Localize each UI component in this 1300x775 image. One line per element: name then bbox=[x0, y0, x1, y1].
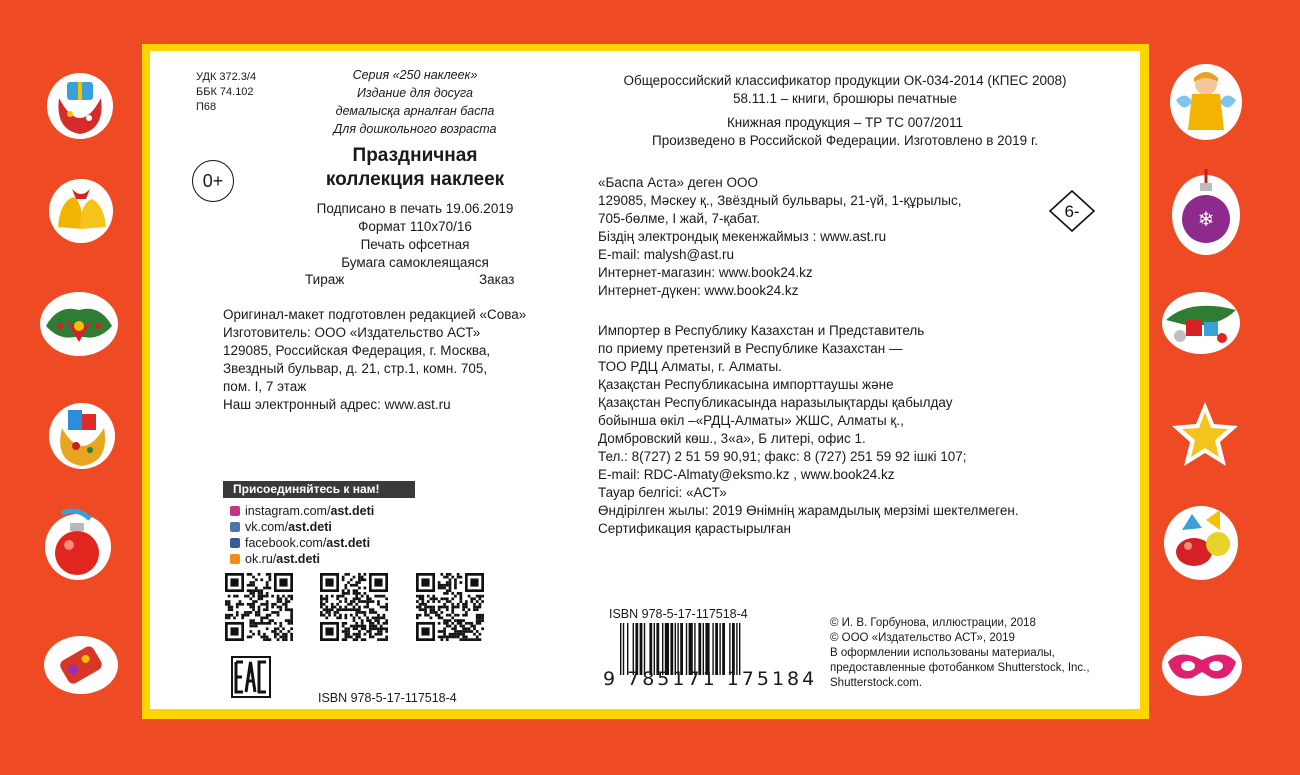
importer-line: Өндірілген жылы: 2019 Өнімнің жарамдылық мерзімі шектелмеген. bbox=[598, 503, 1019, 518]
social-prefix: instagram.com/ bbox=[245, 504, 331, 518]
print-paper: Бумага самоклеящаяся bbox=[341, 255, 489, 270]
qr-code[interactable] bbox=[416, 573, 484, 641]
classifier-line: 58.11.1 – книги, брошюры печатные bbox=[732, 91, 958, 106]
kz-publisher-block bbox=[598, 174, 961, 300]
gift-bag-sticker bbox=[45, 68, 115, 140]
gifts-branch-sticker bbox=[1160, 290, 1242, 356]
publisher-line: Оригинал-макет подготовлен редакцией «Сова» bbox=[223, 307, 527, 322]
isbn-left: ISBN 978-5-17-117518-4 bbox=[318, 691, 457, 705]
publisher-line: пом. I, 7 этаж bbox=[223, 379, 307, 394]
social-handle: ast.deti bbox=[326, 536, 371, 550]
product-block bbox=[575, 114, 1115, 150]
importer-block bbox=[598, 322, 1019, 538]
social-handle: ast.deti bbox=[330, 504, 375, 518]
social-link-ok[interactable] bbox=[230, 551, 374, 567]
kz-line: 129085, Мәскеу қ., Звёздный бульвары, 21-үй, 1-құрылыс, bbox=[598, 193, 962, 208]
age-kz-text: 6- bbox=[1064, 202, 1080, 221]
print-format: Формат 110х70/16 bbox=[358, 219, 472, 234]
red-bauble-sticker bbox=[40, 505, 116, 581]
publisher-line: Наш электронный адрес: www.ast.ru bbox=[223, 397, 451, 412]
age-rating-badge: 0+ bbox=[192, 160, 234, 202]
social-links bbox=[230, 503, 374, 567]
instagram-icon bbox=[230, 506, 240, 516]
publisher-line: Звездный бульвар, д. 21, стр.1, комн. 705, bbox=[223, 361, 488, 376]
title-line: коллекция наклеек bbox=[325, 169, 505, 190]
social-link-facebook[interactable] bbox=[230, 535, 374, 551]
join-us-banner: Присоединяйтесь к нам! bbox=[223, 481, 415, 498]
social-handle: ast.deti bbox=[288, 520, 332, 534]
title-line: Праздничная bbox=[352, 145, 478, 166]
candies-sticker bbox=[1160, 500, 1242, 582]
social-link-instagram[interactable] bbox=[230, 503, 374, 519]
importer-line: E-mail: RDC-Almaty@eksmo.kz , www.book24.kz bbox=[598, 467, 895, 482]
purple-bauble-sticker bbox=[1170, 165, 1242, 257]
kz-line: «Баспа Аста» деген ООО bbox=[598, 175, 758, 190]
star-sticker bbox=[1170, 400, 1240, 470]
importer-line: по приему претензий в Республике Казахстан — bbox=[598, 341, 903, 356]
publisher-line: 129085, Российская Федерация, г. Москва, bbox=[223, 343, 491, 358]
classifier-block bbox=[575, 72, 1115, 108]
importer-line: Қазақстан Республикасына импорттаушы және bbox=[598, 377, 894, 392]
kz-line: 705-бөлме, I жай, 7-қабат. bbox=[598, 211, 760, 226]
series-line: Издание для досуга bbox=[356, 86, 474, 100]
importer-line: ТОО РДЦ Алматы, г. Алматы. bbox=[598, 359, 782, 374]
udk-code: УДК 372.3/4 bbox=[196, 71, 257, 83]
print-signed: Подписано в печать 19.06.2019 bbox=[316, 201, 514, 216]
importer-line: бойынша өкіл –«РДЦ-Алматы» ЖШС, Алматы қ., bbox=[598, 413, 904, 428]
importer-line: Қазақстан Республикасында наразылықтарды қабылдау bbox=[598, 395, 953, 410]
publisher-line: Изготовитель: ООО «Издательство АСТ» bbox=[223, 325, 481, 340]
copyright-line: В оформлении использованы материалы, bbox=[830, 647, 1055, 659]
social-link-vk[interactable] bbox=[230, 519, 374, 535]
eac-mark bbox=[231, 656, 271, 698]
bells-sticker bbox=[46, 175, 116, 245]
qr-code[interactable] bbox=[320, 573, 388, 641]
p-code: П68 bbox=[196, 101, 217, 113]
series-line: Серия «250 наклеек» bbox=[352, 68, 478, 82]
print-method: Печать офсетная bbox=[360, 237, 470, 252]
series-line: демалысқа арналған баспа bbox=[335, 104, 495, 118]
bbk-code: ББК 74.102 bbox=[196, 86, 254, 98]
kz-line: Интернет-магазин: www.book24.kz bbox=[598, 265, 813, 280]
candy-sticker bbox=[42, 634, 120, 696]
importer-line: Импортер в Республику Казахстан и Представитель bbox=[598, 323, 925, 338]
svg-text:❄: ❄ bbox=[1197, 207, 1215, 231]
product-line: Произведено в Российской Федерации. Изготовлено в 2019 г. bbox=[652, 133, 1038, 148]
kz-line: E-mail: malysh@ast.ru bbox=[598, 247, 734, 262]
importer-line: Домбровский көш., 3«а», Б литері, офис 1. bbox=[598, 431, 866, 446]
social-prefix: vk.com/ bbox=[245, 520, 289, 534]
series-block bbox=[300, 66, 530, 138]
angel-sticker bbox=[1168, 60, 1244, 142]
print-run: Тираж bbox=[305, 272, 345, 287]
kz-line: Интернет-дүкен: www.book24.kz bbox=[598, 283, 799, 298]
social-handle: ast.deti bbox=[276, 552, 321, 566]
isbn-barcode-label: ISBN 978-5-17-117518-4 bbox=[609, 607, 748, 621]
importer-line: Тауар белгісі: «АСТ» bbox=[598, 485, 727, 500]
christmas-wreath-sticker bbox=[38, 290, 120, 358]
publisher-info bbox=[223, 306, 526, 414]
product-line: Книжная продукция – ТР ТС 007/2011 bbox=[726, 115, 964, 130]
age-rating-kz-badge bbox=[1048, 189, 1096, 233]
vk-icon bbox=[230, 522, 240, 532]
facebook-icon bbox=[230, 538, 240, 548]
copyright-block bbox=[830, 616, 1090, 691]
book-title bbox=[280, 144, 550, 192]
copyright-line: Shutterstock.com. bbox=[830, 677, 923, 689]
present-bag-sticker bbox=[46, 398, 118, 470]
barcode-digits: 9 785171 175184 bbox=[603, 668, 818, 690]
copyright-line: © И. В. Горбунова, иллюстрации, 2018 bbox=[830, 617, 1036, 629]
print-details bbox=[280, 200, 550, 272]
series-line: Для дошкольного возраста bbox=[333, 122, 497, 136]
copyright-line: предоставленные фотобанком Shutterstock, Inc., bbox=[830, 662, 1090, 674]
social-prefix: ok.ru/ bbox=[245, 552, 277, 566]
importer-line: Тел.: 8(727) 2 51 59 90,91; факс: 8 (727) 251 59 92 ішкі 107; bbox=[598, 449, 967, 464]
kz-line: Біздің электрондық мекенжаймыз : www.ast.ru bbox=[598, 229, 887, 244]
qr-code[interactable] bbox=[225, 573, 293, 641]
print-order: Заказ bbox=[479, 272, 515, 287]
odnoklassniki-icon bbox=[230, 554, 240, 564]
classifier-line: Общероссийский классификатор продукции ОК-034-2014 (КПЕС 2008) bbox=[623, 73, 1067, 88]
importer-line: Сертификация қарастырылған bbox=[598, 521, 791, 536]
copyright-line: © ООО «Издательство АСТ», 2019 bbox=[830, 632, 1015, 644]
mask-sticker bbox=[1160, 634, 1244, 698]
social-prefix: facebook.com/ bbox=[245, 536, 327, 550]
